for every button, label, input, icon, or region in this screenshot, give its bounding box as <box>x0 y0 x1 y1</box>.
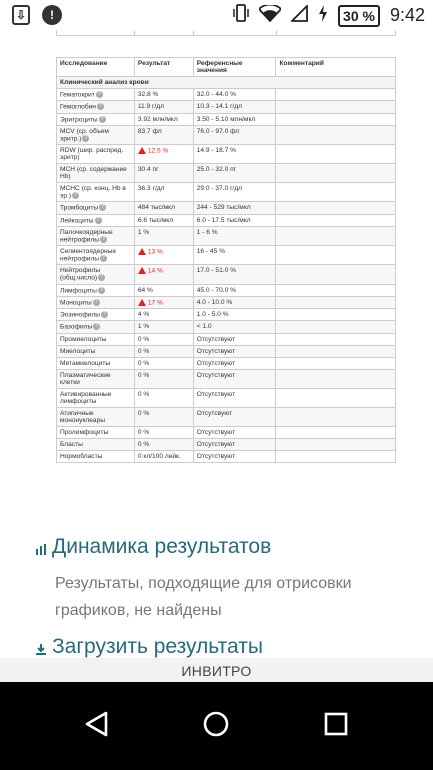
test-name: Базофилы <box>60 323 93 331</box>
test-name: Гемоглобин <box>60 103 96 111</box>
reference-cell: 16 - 45 % <box>193 246 276 265</box>
result-cell <box>134 321 193 333</box>
comment-cell <box>276 296 396 308</box>
info-icon[interactable]: ? <box>72 192 79 199</box>
dynamics-title: Динамика результатов <box>52 535 272 558</box>
reference-cell: 76.0 - 97.0 фл <box>193 125 276 144</box>
table-row <box>57 113 396 125</box>
test-name-cell <box>57 407 135 426</box>
info-icon[interactable]: ? <box>101 311 108 318</box>
reference-cell: 6.0 - 17.5 тыс/мкл <box>193 214 276 226</box>
vibrate-icon <box>233 4 249 27</box>
info-icon[interactable]: ? <box>99 116 106 123</box>
result-cell <box>134 438 193 450</box>
test-name: Нейтрофилы (общ.число) <box>60 267 101 282</box>
info-icon[interactable]: ? <box>97 103 104 110</box>
result-value: 0 % <box>137 409 150 417</box>
table-row <box>57 333 396 345</box>
col-header-reference: Референсные значения <box>193 58 276 77</box>
test-name: Лимфоциты <box>60 286 97 294</box>
result-value: 12.5 % <box>147 147 169 155</box>
table-row <box>57 407 396 426</box>
test-name: Моноциты <box>60 299 92 306</box>
test-name: MCH (ср. содержание Hb) <box>60 166 127 180</box>
status-bar <box>0 0 433 30</box>
warning-icon <box>138 147 146 154</box>
table-row <box>57 125 396 144</box>
info-icon[interactable]: ? <box>93 323 100 330</box>
info-icon[interactable]: ? <box>96 91 103 98</box>
web-page[interactable] <box>0 30 433 658</box>
test-name-cell <box>57 183 135 202</box>
battery-level: 30 % <box>338 5 380 27</box>
test-name: Эритроциты <box>60 115 98 123</box>
reference-cell: Отсутствуют <box>193 357 276 369</box>
comment-cell <box>276 265 396 284</box>
result-cell <box>134 164 193 183</box>
comment-cell <box>276 125 396 144</box>
test-name-cell <box>57 388 135 407</box>
warning-icon <box>138 248 146 255</box>
download-section-header[interactable] <box>36 635 263 658</box>
home-icon <box>202 710 230 743</box>
result-value: 17 % <box>147 299 163 306</box>
site-footer-brand: ИНВИТРО <box>0 658 433 682</box>
back-button[interactable] <box>66 708 126 744</box>
test-name: MCHC (ср. конц. Hb в эр.) <box>60 185 126 200</box>
result-cell <box>134 183 193 202</box>
android-nav-bar <box>0 682 433 770</box>
info-icon[interactable]: ? <box>98 287 105 294</box>
comment-cell <box>276 438 396 450</box>
info-icon[interactable]: ? <box>100 255 107 262</box>
table-row <box>57 438 396 450</box>
col-header-result: Результат <box>134 58 193 77</box>
result-value: 11.9 г/дл <box>137 103 164 111</box>
results-table <box>56 57 396 463</box>
result-cell <box>134 309 193 321</box>
test-name-cell <box>57 357 135 369</box>
dynamics-section-header <box>36 535 271 559</box>
table-row <box>57 357 396 369</box>
result-cell <box>134 113 193 125</box>
col-header-comment: Комментарий <box>276 58 396 77</box>
result-value: 32.8 % <box>137 91 159 98</box>
table-row <box>57 89 396 101</box>
result-value: 14 % <box>147 267 163 275</box>
result-cell <box>134 246 193 265</box>
comment-cell <box>276 226 396 245</box>
warning-icon <box>138 299 146 306</box>
comment-cell <box>276 183 396 202</box>
test-name-cell <box>57 145 135 164</box>
comment-cell <box>276 450 396 462</box>
result-value: 3.92 млн/мкл <box>137 115 178 123</box>
reference-cell: Отсутствуют <box>193 438 276 450</box>
download-icon <box>36 642 46 653</box>
reference-cell: < 1.0 <box>193 321 276 333</box>
info-icon[interactable]: ? <box>95 217 102 224</box>
result-cell <box>134 388 193 407</box>
result-cell <box>134 145 193 164</box>
test-name: Метамиелоциты <box>60 359 111 367</box>
table-row <box>57 296 396 308</box>
test-name: RDW (шир. распред. эритр) <box>60 147 124 161</box>
test-name: Промиелоциты <box>60 335 107 343</box>
result-value: 1 % <box>137 323 150 331</box>
test-name-cell <box>57 426 135 438</box>
battery-charging-icon <box>318 5 328 27</box>
test-name: Пролимфоциты <box>60 428 109 436</box>
table-row <box>57 214 396 226</box>
comment-cell <box>276 284 396 296</box>
result-cell <box>134 101 193 113</box>
test-name-cell <box>57 226 135 245</box>
reference-cell: Отсутствуют <box>193 369 276 388</box>
reference-cell: Отсутствуют <box>193 388 276 407</box>
result-value: 13 % <box>147 248 163 256</box>
test-name-cell <box>57 333 135 345</box>
test-name-cell <box>57 101 135 113</box>
test-name: Эозинофилы <box>60 311 101 319</box>
info-icon[interactable]: ? <box>98 274 105 281</box>
comment-cell <box>276 345 396 357</box>
test-name-cell <box>57 345 135 357</box>
home-button[interactable] <box>186 708 246 744</box>
reference-cell: 4.0 - 10.0 % <box>193 296 276 308</box>
comment-cell <box>276 101 396 113</box>
recents-button[interactable] <box>306 708 366 744</box>
table-row <box>57 246 396 265</box>
test-name-cell <box>57 321 135 333</box>
test-name-cell <box>57 125 135 144</box>
table-row <box>57 388 396 407</box>
comment-cell <box>276 202 396 214</box>
table-row <box>57 164 396 183</box>
reference-cell: 29.0 - 37.0 г/дл <box>193 183 276 202</box>
reference-cell: 45.0 - 70.0 % <box>193 284 276 296</box>
comment-cell <box>276 333 396 345</box>
comment-cell <box>276 369 396 388</box>
comment-cell <box>276 357 396 369</box>
result-cell <box>134 296 193 308</box>
test-name: MCV (ср. объем эритр.) <box>60 127 109 142</box>
info-icon[interactable]: ? <box>93 299 100 306</box>
clock: 9:42 <box>389 5 425 25</box>
reference-cell: Отсутствуют <box>193 450 276 462</box>
test-name-cell <box>57 89 135 101</box>
table-row <box>57 265 396 284</box>
reference-cell: 1.0 - 5.0 % <box>193 309 276 321</box>
status-right-icons <box>233 4 425 27</box>
test-name: Бласты <box>60 440 83 448</box>
result-value: 1 % <box>137 228 150 236</box>
table-row <box>57 202 396 214</box>
test-name-cell <box>57 309 135 321</box>
download-title[interactable]: Загрузить результаты <box>52 635 263 658</box>
comment-cell <box>276 113 396 125</box>
section-row <box>57 77 396 89</box>
result-cell <box>134 284 193 296</box>
table-row <box>57 226 396 245</box>
test-name-cell <box>57 164 135 183</box>
reference-cell: 3.50 - 5.10 млн/мкл <box>193 113 276 125</box>
comment-cell <box>276 145 396 164</box>
bar-chart-icon <box>36 542 46 553</box>
result-cell <box>134 125 193 144</box>
reference-cell: 32.0 - 44.0 % <box>193 89 276 101</box>
comment-cell <box>276 321 396 333</box>
test-name: Атипичные мононуклеары <box>60 409 105 424</box>
table-row <box>57 284 396 296</box>
result-cell <box>134 89 193 101</box>
comment-cell <box>276 164 396 183</box>
status-left-icons <box>12 5 62 25</box>
result-value: 6.6 тыс/мкл <box>137 216 174 224</box>
result-value: 0 кл/100 лейк. <box>137 452 181 460</box>
result-value: 0 % <box>137 347 150 355</box>
result-value: 484 тыс/мкл <box>137 204 175 212</box>
comment-cell <box>276 426 396 438</box>
section-title: Клинический анализ крови <box>57 77 396 89</box>
result-value: 0 % <box>137 440 150 448</box>
result-cell <box>134 226 193 245</box>
result-cell <box>134 357 193 369</box>
reference-cell: Отсутствуют <box>193 333 276 345</box>
dynamics-message: Результаты, подходящие для отрисовки графиков, не найдены <box>55 575 352 619</box>
test-name-cell <box>57 284 135 296</box>
test-name-cell <box>57 438 135 450</box>
download-box-icon: ⇩ <box>12 5 30 25</box>
test-name: Нормобласты <box>60 452 103 460</box>
reference-cell: 25.0 - 32.0 пг <box>193 164 276 183</box>
table-row <box>57 309 396 321</box>
result-cell <box>134 426 193 438</box>
info-icon[interactable]: ? <box>82 135 89 142</box>
table-header-row <box>57 58 396 77</box>
result-value: 0 % <box>137 335 150 343</box>
table-row <box>57 345 396 357</box>
result-value: 0 % <box>137 359 150 367</box>
warning-icon <box>138 267 146 274</box>
signal-icon <box>291 5 308 27</box>
comment-cell <box>276 214 396 226</box>
test-name: Активированные лимфоциты <box>60 390 112 405</box>
reference-cell: Отсутсвуют <box>193 407 276 426</box>
col-header-test: Исследование <box>57 58 135 77</box>
test-name-cell <box>57 113 135 125</box>
result-cell <box>134 369 193 388</box>
result-value: 0 % <box>137 390 150 398</box>
comment-cell <box>276 246 396 265</box>
test-name-cell <box>57 214 135 226</box>
test-name: Палочкоядерные нейтрофилы <box>60 228 113 243</box>
result-value: 64 % <box>137 286 153 294</box>
test-name: Миелоциты <box>60 347 96 355</box>
table-row <box>57 426 396 438</box>
reference-cell: 244 - 529 тыс/мкл <box>193 202 276 214</box>
comment-cell <box>276 309 396 321</box>
result-value: 83.7 фл <box>137 127 162 135</box>
test-name: Лейкоциты <box>60 216 94 224</box>
reference-cell: Отсутствуют <box>193 426 276 438</box>
test-name-cell <box>57 202 135 214</box>
reference-cell: 10.3 - 14.1 г/дл <box>193 101 276 113</box>
result-value: 0 % <box>137 371 150 379</box>
test-name: Сегментоядерные нейтрофилы <box>60 248 117 263</box>
info-icon[interactable]: ? <box>100 236 107 243</box>
table-row <box>57 183 396 202</box>
result-value: 0 % <box>137 428 150 436</box>
result-value: 30.4 пг <box>137 166 159 173</box>
table-row <box>57 321 396 333</box>
result-cell <box>134 202 193 214</box>
table-row <box>57 145 396 164</box>
result-cell <box>134 214 193 226</box>
comment-cell <box>276 388 396 407</box>
result-cell <box>134 265 193 284</box>
result-value: 4 % <box>137 311 150 318</box>
back-icon <box>84 711 108 742</box>
info-alert-icon: ! <box>42 5 62 25</box>
comment-cell <box>276 89 396 101</box>
reference-cell: 1 - 6 % <box>193 226 276 245</box>
test-name-cell <box>57 265 135 284</box>
result-cell <box>134 345 193 357</box>
reference-cell: 17.0 - 51.0 % <box>193 265 276 284</box>
test-name-cell <box>57 296 135 308</box>
previous-table-edge <box>56 30 396 36</box>
recents-icon <box>324 712 348 741</box>
table-row <box>57 369 396 388</box>
test-name-cell <box>57 450 135 462</box>
test-name-cell <box>57 246 135 265</box>
wifi-icon <box>259 5 281 27</box>
test-name-cell <box>57 369 135 388</box>
info-icon[interactable]: ? <box>99 204 106 211</box>
test-name: Гематокрит <box>60 91 95 99</box>
table-row <box>57 450 396 462</box>
result-value: 36.3 г/дл <box>137 185 165 192</box>
reference-cell: Отсутствуют <box>193 345 276 357</box>
test-name: Тромбоциты <box>60 204 99 212</box>
result-cell <box>134 450 193 462</box>
table-row <box>57 101 396 113</box>
result-cell <box>134 407 193 426</box>
result-cell <box>134 333 193 345</box>
test-name: Плазматические клетки <box>60 371 111 386</box>
reference-cell: 14.9 - 18.7 % <box>193 145 276 164</box>
comment-cell <box>276 407 396 426</box>
